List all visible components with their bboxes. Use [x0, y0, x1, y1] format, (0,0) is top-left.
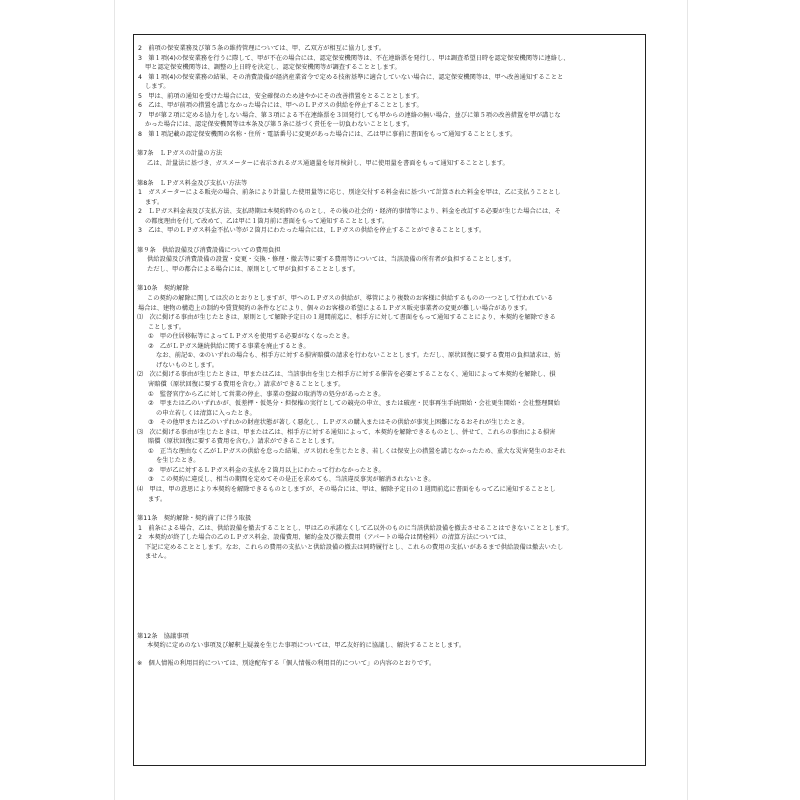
art6-para-4: 4 第１項(4)の保安業務の結果、その消費設備が経済産業省令で定める技術基準に適合していない場合に、認定保安機関等は、甲へ改善通知することと	[138, 73, 564, 81]
art6-para-8: 8 第１項記載の認定保安機関の名称・住所・電話番号に変更があった場合には、乙は甲に事前に書面をもって通知することとします。	[138, 130, 517, 138]
art8-title: 第8条 ＬＰガス料金及び支払い方法等	[137, 179, 248, 187]
art10-item-4-cont: ます。	[148, 495, 167, 503]
art10-title: 第10条 契約解除	[137, 285, 189, 293]
art11-para-2-cont: 下記に定めることとします。なお、これらの費用の支払いと供給設備の撤去は同時履行とし、これらの費用の支払いがあるまで供給設備は撤去いたし	[145, 543, 564, 551]
art10-item-1-cont: ことします。	[148, 323, 185, 331]
art10-item-2-cont: 害賠償（原状回復に要する費用を含む。）請求ができることとします。	[148, 380, 345, 388]
art10-item-1: ⑴ 次に掲げる事由が生じたときは、原則として解除予定日の１週間前迄に、相手方に対して書面をもって通知することにより、本契約を解除できる	[137, 314, 556, 322]
art8-para-2-cont: の都度理由を付して改めて、乙は甲に１箇月前に書面をもって通知することとします。	[145, 217, 389, 225]
art10-3-sub-2: ② 甲が乙に対するＬＰガス料金の支払を２箇月以上にわたって行わなかったとき。	[148, 466, 385, 474]
art9-body-1: 供給設備及び消費設備の設置・変更・交換・修理・撤去等に要する費用等については、当該設備の所有者が負担することとします。	[147, 256, 516, 264]
art7-body: 乙は、計量法に基づき、ガスメーターに表示されるガス通過量を毎月検針し、甲に使用量を書面をもって通知することとします。	[147, 160, 509, 168]
art6-para-5: 5 甲は、前項の通知を受けた場合には、安全確保のため速やかにその改善措置をとることとします。	[138, 92, 423, 100]
art11-para-1: 1 前条による場合、乙は、供給設備を撤去することとし、甲は乙の承諾なくして乙以外のものに当該供給設備を撤去させることはできないこととします。	[138, 524, 573, 532]
art6-para-3: 3 第１項(4)の保安業務を行うに際して、甲が不在の場合には、認定保安機関等は、不在連絡票を発行し、甲は調査希望日時を認定保安機関等に連絡し、	[138, 54, 570, 62]
art9-body-2: ただし、甲の都合による場合には、原則として甲が負担することとします。	[147, 265, 359, 273]
art10-1-note-cont: げないものとします。	[156, 361, 218, 369]
art10-2-sub-3: ③ その他甲または乙のいずれかの財産状態が著しく悪化し、ＬＰガスの購入またはその供給が事実上困難になるおそれが生じたとき。	[148, 419, 529, 427]
art7-title: 第7条 ＬＰガスの計量の方法	[137, 150, 223, 158]
art11-title: 第11条 契約解除・契約満了に伴う取扱	[137, 515, 252, 523]
art10-item-2: ⑵ 次に掲げる事由が生じたときは、甲または乙は、当該事由を生じた相手方に対する催告を必要とすることなく、通知によって本契約を解除し、損	[137, 371, 556, 379]
art10-3-sub-3: ③ この契約に違反し、相当の期間を定めてその是正を求めても、当該違反事実が解消されないとき。	[148, 476, 435, 484]
art8-para-1-cont: ます。	[145, 198, 164, 206]
art10-3-sub-1-cont: を生じたとき。	[156, 457, 200, 465]
art10-1-sub-1: ① 甲の住居移転等によってＬＰガスを使用する必要がなくなったとき。	[148, 333, 354, 341]
art10-item-4: ⑷ 甲は、甲の意思により本契約を解除できるものとしますが、その場合には、甲は、解除予定日の１週間前迄に書面をもって乙に通知することとし	[137, 485, 556, 493]
art12-title: 第12条 協議事項	[137, 632, 189, 640]
art11-para-2: 2 本契約が終了した場合の乙のＬＰガス料金、設備費用、解約金及び撤去費用（アパートの場合は閉栓料）の清算方法については、	[138, 534, 511, 542]
art10-item-3: ⑶ 次に掲げる事由が生じたときは、甲または乙は、相手方に対する通知によって、本契約を解除できるものとし、併せて、これらの事由による損害	[137, 428, 556, 436]
art8-para-3: 3 乙は、甲のＬＰガス料金不払い等が２箇月にわたった場合には、ＬＰガスの供給を停止することができることとします。	[138, 227, 486, 235]
art10-1-sub-2: ② 乙がＬＰガス継続供給に関する事業を廃止するとき。	[148, 342, 310, 350]
art10-3-sub-1: ① 正当な理由なく乙がＬＰガスの供給を怠った結果、ガス切れを生じたとき、若しくは保安上の措置を講じなかったため、重大な災害発生のおそれ	[148, 447, 566, 455]
art12-body: 本契約に定めのない事項及び解釈上疑義を生じた事項については、甲乙友好的に協議し、解決することとします。	[147, 642, 466, 650]
art10-intro-2: 場合は、建物の構造上の制約や賃貸契約の条件などにより、個々のお客様の希望によるＬＰガス販売事業者の変更が難しい場合があります。	[138, 304, 532, 312]
art6-para-7-cont: かった場合には、認定保安機関等は本条及び第５条に基づく責任を一切負わないこととします。	[145, 121, 414, 129]
art10-1-note: なお、前記①、②のいずれの場合も、相手方に対する損害賠償の請求を行わないこととします。ただし、原状回復に要する費用の負担請求は、妨	[156, 352, 561, 360]
art6-para-3-cont: 甲と認定保安機関等は、調整の上日時を決定し、認定保安機関等が調査することとします。	[145, 64, 401, 72]
privacy-footnote: ※ 個人情報の利用目的については、別途配布する「個人情報の利用目的について」の内容のとおりです。	[137, 659, 436, 667]
art11-para-2-cont2: ません。	[145, 553, 171, 561]
art6-para-4-cont: します。	[145, 83, 170, 91]
art10-2-sub-1: ① 監督官庁から乙に対して営業の停止、事業の登録の取消等の処分があったとき。	[148, 390, 385, 398]
art10-item-3-cont: 賠償（原状回復に要する費用を含む。）請求ができることとします。	[148, 438, 339, 446]
art8-para-2: 2 ＬＰガス料金表及び支払方法、支払時期は本契約時のものとし、その後の社会的・経済的事情等により、料金を改訂する必要が生じた場合には、そ	[138, 208, 561, 216]
art9-title: 第９条 供給設備及び消費設備についての費用負担	[137, 246, 281, 254]
art8-para-1: 1 ガスメーターによる販売の場合、前条により計量した使用量等に応じ、別途交付する料金表に基づいて計算された料金を甲は、乙に支払うこととし	[138, 189, 561, 197]
art10-2-sub-2-cont: の申立若しくは清算に入ったとき。	[156, 409, 256, 417]
art6-para-2: 2 前項の保安業務及び第５条の維持管理については、甲、乙双方が相互に協力します。	[138, 45, 386, 52]
art6-para-6: 6 乙は、甲が前項の措置を講じなかった場合には、甲へのＬＰガスの供給を停止することとします。	[138, 102, 423, 110]
contract-body	[137, 44, 642, 764]
art10-intro-1: この契約の解除に関しては次のとおりとしますが、甲へのＬＰガスの供給が、導管により複数のお客様に供給するものの一つとして行われている	[147, 295, 554, 303]
art6-para-7: 7 甲が第２項に定める協力をしない場合、第３項による不在連絡票を３回発行しても甲からの連絡の無い場合、並びに第５項の改善措置を甲が講じな	[138, 111, 561, 119]
art10-2-sub-2: ② 甲または乙のいずれかが、仮差押・仮処分・担保権の実行としての競売の申立、または破産・民事再生手続開始・会社更生開始・会社整理開始	[148, 400, 560, 408]
